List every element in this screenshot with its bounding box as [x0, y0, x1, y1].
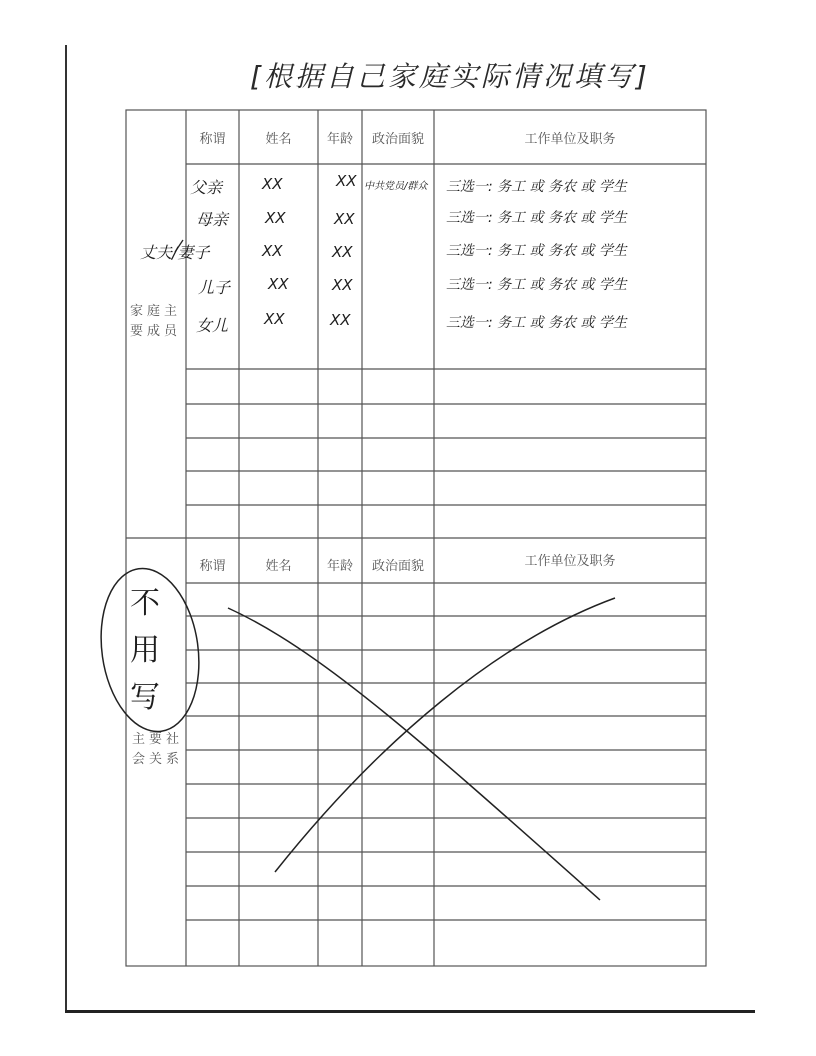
family-row-2-age: XX — [334, 210, 355, 228]
family-row-5-relation: 女儿 — [196, 316, 229, 335]
social-header-relation: 称谓 — [199, 559, 226, 574]
annotation-char-1: 不 — [130, 586, 160, 621]
social-header-age: 年龄 — [326, 559, 353, 574]
annotation-char-2: 用 — [130, 633, 160, 668]
family-row-3-name: XX — [262, 242, 283, 260]
social-section-label-2: 会关系 — [132, 752, 184, 767]
family-row-4-work-unit: 三选一: 务工 或 务农 或 学生 — [446, 277, 627, 293]
family-row-2-work-unit: 三选一: 务工 或 务农 或 学生 — [446, 210, 627, 226]
family-row-5-age: XX — [330, 311, 351, 329]
family-row-3-relation: 丈夫/妻子 — [140, 243, 210, 262]
family-row-1-age: XX — [336, 172, 357, 190]
annotation-char-3: 写 — [130, 680, 160, 715]
family-row-2-relation: 母亲 — [196, 210, 229, 229]
family-row-5-work-unit: 三选一: 务工 或 务农 或 学生 — [446, 315, 627, 331]
family-row-3-work-unit: 三选一: 务工 或 务农 或 学生 — [446, 243, 627, 259]
family-row-3-age: XX — [332, 243, 353, 261]
family-row-4-relation: 儿子 — [198, 278, 231, 297]
social-section-label-1: 主要社 — [132, 732, 184, 747]
cross-out-mark — [228, 598, 615, 900]
family-row-4-name: XX — [268, 275, 289, 293]
family-section-label-2: 要成员 — [130, 324, 182, 339]
family-row-1-name: XX — [262, 175, 283, 193]
family-header-name: 姓名 — [265, 132, 292, 147]
family-row-5-name: XX — [264, 310, 285, 328]
family-row-1-work-unit: 三选一: 务工 或 务农 或 学生 — [446, 179, 627, 195]
family-header-political-status: 政治面貌 — [371, 132, 424, 147]
family-row-1-relation: 父亲 — [190, 178, 223, 197]
social-header-political-status: 政治面貌 — [371, 559, 424, 574]
social-header-name: 姓名 — [265, 559, 292, 574]
family-header-age: 年龄 — [326, 132, 353, 147]
family-row-4-age: XX — [332, 276, 353, 294]
family-header-relation: 称谓 — [199, 132, 226, 147]
family-row-2-name: XX — [265, 209, 286, 227]
handwritten-instruction: [根据自己家庭实际情况填写] — [250, 60, 650, 93]
family-row-1-political-status: 中共党员/群众 — [364, 181, 428, 192]
social-header-work-unit: 工作单位及职务 — [524, 554, 616, 569]
family-section-label-1: 家庭主 — [130, 304, 182, 319]
family-header-work-unit: 工作单位及职务 — [524, 132, 616, 147]
